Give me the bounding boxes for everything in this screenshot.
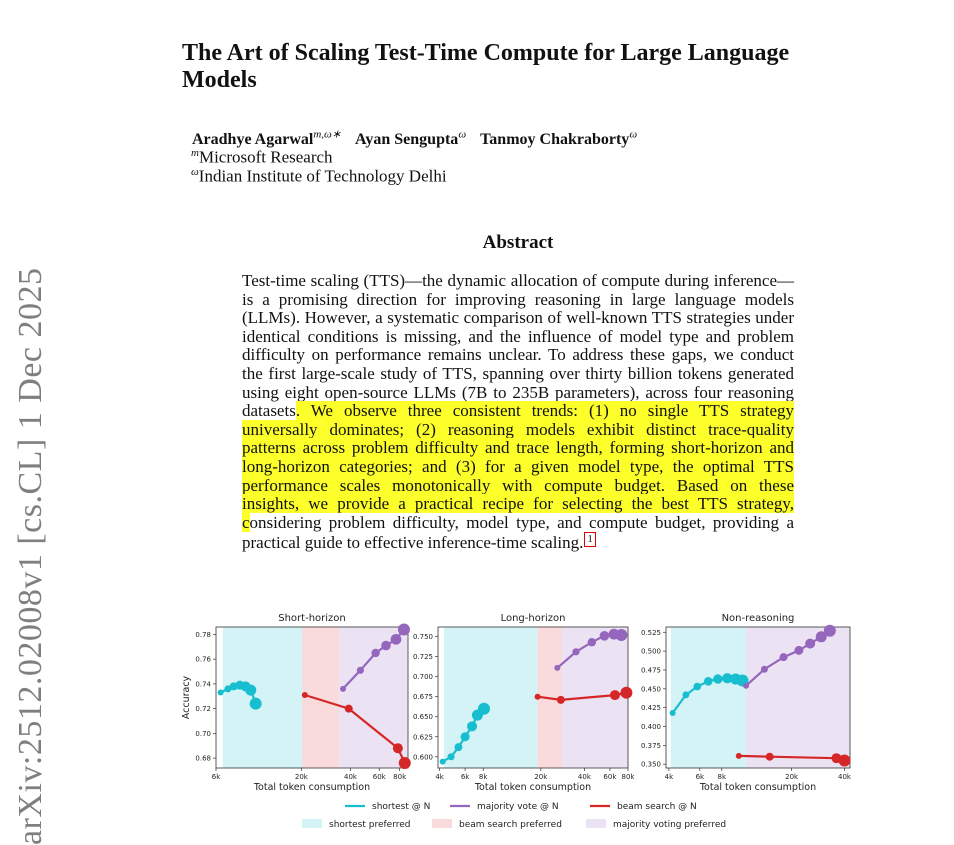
x-tick-label: 4k — [664, 773, 674, 781]
y-tick-label: 0.450 — [640, 685, 661, 694]
chart-panel-2 — [413, 613, 635, 793]
data-point — [743, 683, 749, 689]
affiliation-2 — [191, 166, 447, 187]
x-axis-label: Total token consumption — [474, 782, 592, 793]
data-point — [805, 639, 815, 649]
figure-scaling-plots — [180, 605, 860, 844]
legend-line-label: beam search @ N — [617, 802, 697, 812]
data-point — [615, 629, 627, 641]
y-axis-label: Accuracy — [181, 675, 192, 720]
data-point — [670, 710, 676, 716]
data-point — [693, 683, 701, 691]
y-tick-label: 0.475 — [640, 666, 661, 675]
x-tick-label: 60k — [603, 773, 617, 781]
author-name: Aradhye Agarwal — [192, 131, 314, 149]
data-point — [478, 703, 490, 715]
data-point — [736, 753, 742, 759]
x-tick-label: 80k — [621, 773, 635, 781]
data-point — [357, 667, 364, 674]
data-point — [824, 625, 836, 637]
y-tick-label: 0.350 — [640, 760, 661, 769]
abstract-text-tail: onsidering problem difficulty, model type, and compute budget, providing a practical guide to effective inference-time scaling. — [242, 512, 794, 553]
legend-line-label: shortest @ N — [372, 802, 431, 812]
y-tick-label: 0.76 — [195, 655, 211, 664]
data-point — [340, 686, 346, 692]
chart-panel-3 — [641, 613, 852, 793]
y-tick-label: 0.400 — [640, 723, 661, 732]
y-tick-label: 0.68 — [195, 754, 211, 763]
data-point — [713, 674, 722, 683]
data-point — [302, 692, 308, 698]
x-axis-label: Total token consumption — [699, 782, 817, 793]
author-mark: m,ω∗ — [313, 129, 342, 141]
data-point — [398, 623, 410, 635]
data-point — [761, 666, 768, 673]
data-point — [704, 677, 713, 686]
x-tick-label: 6k — [211, 773, 221, 781]
author-mark: ω — [629, 129, 638, 141]
preference-region — [223, 627, 302, 768]
legend-region-swatch — [586, 819, 606, 828]
data-point — [600, 631, 610, 641]
data-point — [535, 694, 541, 700]
y-tick-label: 0.72 — [195, 705, 211, 714]
affiliation-mark: ω — [191, 166, 199, 178]
y-tick-label: 0.600 — [412, 753, 433, 762]
chart-title: Short-horizon — [278, 613, 346, 624]
y-tick-label: 0.70 — [195, 729, 211, 738]
legend-region-label: majority voting preferred — [613, 820, 727, 830]
data-point — [588, 638, 596, 646]
x-tick-label: 8k — [478, 773, 488, 781]
y-tick-label: 0.78 — [195, 630, 211, 639]
data-point — [554, 665, 560, 671]
data-point — [381, 641, 391, 651]
y-tick-label: 0.74 — [195, 680, 211, 689]
x-tick-label: 20k — [294, 773, 308, 781]
abstract-body — [242, 272, 794, 553]
data-point — [454, 743, 462, 751]
x-tick-label: 40k — [344, 773, 357, 781]
y-tick-label: 0.425 — [640, 704, 661, 713]
data-point — [245, 685, 256, 696]
footnote-link[interactable]: 1 — [584, 532, 596, 547]
x-tick-label: 40k — [838, 773, 851, 781]
data-point — [440, 759, 446, 765]
data-point — [218, 690, 224, 696]
affiliation-text: Microsoft Research — [198, 147, 333, 167]
affiliation-text: Indian Institute of Technology Delhi — [198, 166, 447, 186]
data-point — [461, 732, 470, 741]
y-tick-label: 0.525 — [640, 628, 661, 637]
figure-svg — [180, 605, 860, 840]
x-tick-label: 8k — [717, 773, 727, 781]
y-tick-label: 0.625 — [412, 733, 433, 742]
author-mark: ω — [458, 129, 467, 141]
chart-title: Long-horizon — [500, 613, 566, 624]
y-tick-label: 0.700 — [412, 673, 433, 682]
data-point — [399, 757, 411, 769]
data-point — [572, 648, 579, 655]
data-point — [780, 653, 788, 661]
data-point — [250, 698, 262, 710]
legend-region-label: shortest preferred — [329, 820, 411, 830]
data-point — [766, 753, 774, 761]
abstract-heading: Abstract — [482, 232, 554, 253]
affiliation-1 — [191, 147, 333, 168]
author-name: Tanmoy Chakraborty — [480, 131, 630, 149]
data-point — [391, 634, 402, 645]
data-point — [371, 649, 379, 657]
y-tick-label: 0.500 — [640, 647, 661, 656]
arxiv-identifier-stamp: arXiv:2512.02008v1 [cs.CL] 1 Dec 2025 — [12, 267, 49, 845]
data-point — [557, 696, 565, 704]
y-tick-label: 0.650 — [412, 713, 433, 722]
data-point — [467, 721, 477, 731]
highlighted-abstract-text: . We observe three consistent trends: (1) no single TTS strategy universally dominates; (2) reasoning models exhibit distinct trace-quality patterns across problem difficulty and trace length, forming short-horizon and long-horizon categories; and (3) for a given model type, the optimal TTS performance scales monotonically with compute budget. Based on these insights, we provide a practical recipe for selecting the best TTS strategy, c — [242, 401, 794, 532]
legend-region-swatch — [302, 819, 322, 828]
affiliation-mark: m — [191, 147, 199, 159]
x-tick-label: 60k — [372, 773, 386, 781]
x-tick-label: 6k — [695, 773, 705, 781]
x-tick-label: 20k — [534, 773, 548, 781]
data-point — [610, 690, 620, 700]
legend-region-label: beam search preferred — [459, 820, 562, 830]
figure-legend — [302, 802, 726, 830]
data-point — [448, 753, 455, 760]
legend-region-swatch — [432, 819, 452, 828]
x-tick-label: 4k — [435, 773, 444, 781]
author-2 — [355, 131, 466, 148]
x-tick-label: 80k — [393, 773, 407, 781]
y-tick-label: 0.375 — [640, 741, 661, 750]
author-3 — [480, 131, 637, 148]
data-point — [683, 691, 690, 698]
x-tick-label: 20k — [785, 773, 799, 781]
x-tick-label: 40k — [577, 773, 591, 781]
paper-title: The Art of Scaling Test-Time Compute for Large Language Models — [182, 40, 790, 93]
legend-line-label: majority vote @ N — [477, 802, 559, 812]
y-tick-label: 0.725 — [412, 653, 433, 662]
abstract-text: Test-time scaling (TTS)—the dynamic allocation of compute during inference—is a promising direction for improving reasoning in large language models (LLMs). However, a systematic comparison of well-known TTS strategies under identical conditions is missing, and the influence of model type and problem difficulty on performance remains unclear. To address these gaps, we conduct the first large-scale study of TTS, spanning over thirty billion tokens generated using eight open-source LLMs (7B to 235B parameters), across four reasoning datasets — [242, 271, 794, 421]
data-point — [345, 705, 353, 713]
data-point — [620, 687, 632, 699]
data-point — [838, 754, 850, 766]
data-point — [393, 743, 403, 753]
chart-title: Non-reasoning — [721, 613, 795, 624]
author-name: Ayan Sengupta — [355, 131, 459, 149]
x-axis-label: Total token consumption — [253, 782, 371, 793]
x-tick-label: 6k — [460, 773, 470, 781]
data-point — [794, 646, 803, 655]
chart-panel-1 — [181, 613, 411, 793]
y-tick-label: 0.675 — [412, 693, 433, 702]
author-1 — [192, 131, 341, 148]
y-tick-label: 0.750 — [412, 633, 433, 642]
preference-region — [671, 627, 746, 768]
preference-region — [302, 627, 339, 768]
